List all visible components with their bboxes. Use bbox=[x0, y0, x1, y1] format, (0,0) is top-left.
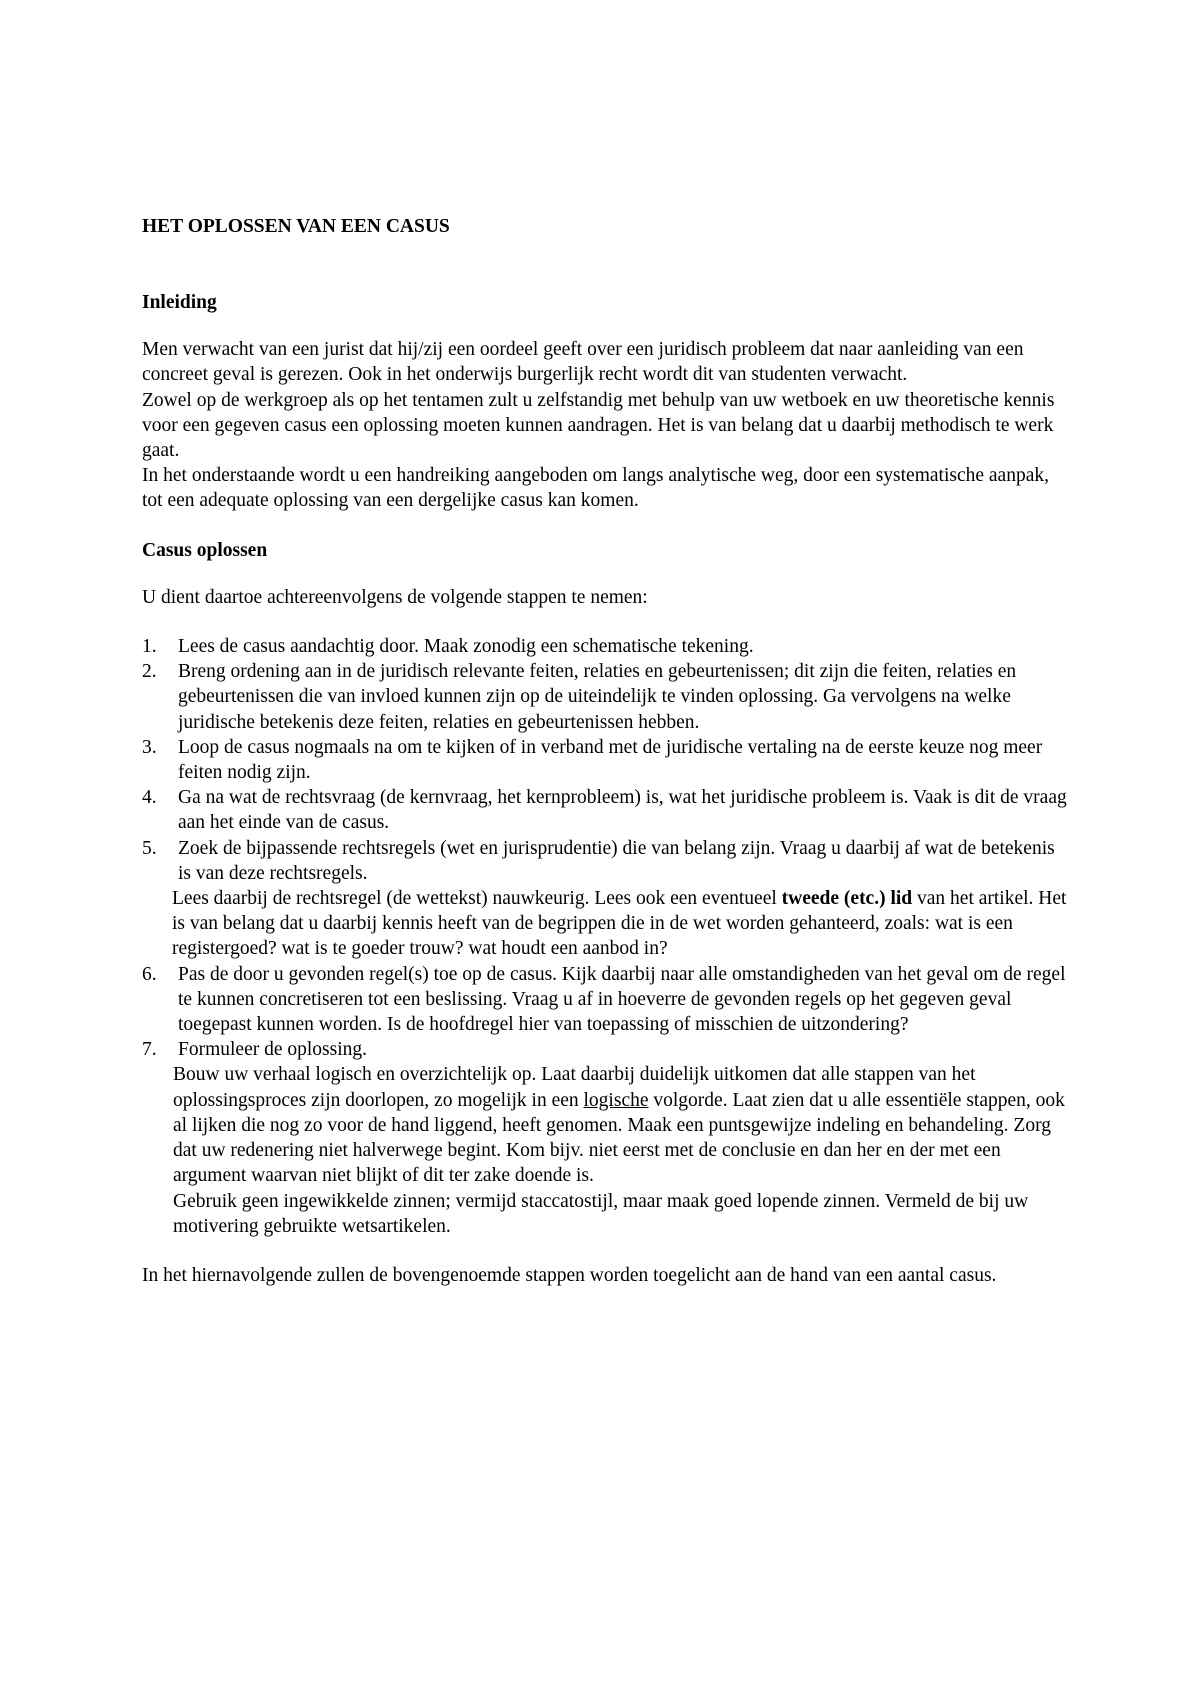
document-title: HET OPLOSSEN VAN EEN CASUS bbox=[142, 216, 450, 237]
step-text: Breng ordening aan in de juridisch relevante feiten, relaties en gebeurtenissen; dit zijn die feiten, relaties en gebeurtenissen die van invloed kunnen zijn op de uiteindelijk te vinden oplossing. Ga vervolgens na welke juridische betekenis deze feiten, relaties en gebeurtenissen hebben. bbox=[178, 661, 1017, 733]
step-text: Ga na wat de rechtsvraag (de kernvraag, het kernprobleem) is, wat het juridische probleem is. Vaak is dit de vraag aan het einde van de casus. bbox=[178, 787, 1067, 834]
step-text: Lees de casus aandachtig door. Maak zonodig een schematische tekening. bbox=[178, 636, 754, 658]
intro-paragraph-1: Men verwacht van een jurist dat hij/zij een oordeel geeft over een juridisch probleem dat naar aanleiding van een concreet geval is gerezen. Ook in het onderwijs burgerlijk recht wordt dit van studenten verwacht. bbox=[142, 339, 1024, 386]
step-7-detail-before: Bouw uw verhaal logisch en overzichtelijk op. Laat daarbij duidelijk uitkomen dat alle stappen van het oplossingsproces zijn doorlopen, zo mogelijk in een bbox=[173, 1064, 976, 1111]
step-5-detail-after: van het artikel. Het is van belang dat u daarbij kennis heeft van de begrippen die in de wet worden gehanteerd, zoals: wat is een registergoed? wat is te goeder trouw? wat houdt een aanbod in? bbox=[172, 888, 1067, 960]
step-5-detail bbox=[142, 886, 1072, 962]
step-5-detail-bold: tweede (etc.) lid bbox=[781, 888, 913, 910]
steps-list-continued bbox=[142, 962, 1072, 1063]
step-number: 1. bbox=[142, 636, 157, 658]
list-item bbox=[142, 836, 1072, 886]
list-item bbox=[142, 1037, 1072, 1062]
list-item bbox=[142, 962, 1072, 1038]
step-7-detail-underlined: logische bbox=[583, 1089, 649, 1111]
step-5-detail-before: Lees daarbij de rechtsregel (de wettekst) nauwkeurig. Lees ook een eventueel bbox=[172, 888, 782, 910]
list-item bbox=[142, 785, 1072, 835]
step-number: 3. bbox=[142, 736, 157, 758]
intro-heading: Inleiding bbox=[142, 292, 217, 313]
intro-paragraph-3: In het onderstaande wordt u een handreiking aangeboden om langs analytische weg, door een systematische aanpak, tot een adequate oplossing van een dergelijke casus kan komen. bbox=[142, 465, 1049, 512]
step-text: Pas de door u gevonden regel(s) toe op de casus. Kijk daarbij naar alle omstandigheden van het geval om de regel te kunnen concretiseren tot een beslissing. Vraag u af in hoeverre de gevonden regels op het gegeven geval toegepast kunnen worden. Is de hoofdregel hier van toepassing of misschien de uitzondering? bbox=[178, 963, 1066, 1036]
list-item bbox=[142, 634, 1072, 659]
step-text: Formuleer de oplossing. bbox=[178, 1039, 368, 1061]
intro-paragraph-2: Zowel op de werkgroep als op het tentamen zult u zelfstandig met behulp van uw wetboek en uw theoretische kennis voor een gegeven casus een oplossing moeten kunnen aandragen. Het is van belang dat u daarbij methodisch te werk gaat. bbox=[142, 389, 1055, 462]
step-number: 4. bbox=[142, 787, 157, 809]
list-item bbox=[142, 659, 1072, 735]
step-7-detail-second: Gebruik geen ingewikkelde zinnen; vermijd staccatostijl, maar maak goed lopende zinnen. Vermeld de bij uw motivering gebruikte wetsartikelen. bbox=[173, 1190, 1029, 1237]
steps-list bbox=[142, 634, 1072, 886]
closing-paragraph: In het hiernavolgende zullen de bovengenoemde stappen worden toegelicht aan de hand van een aantal casus. bbox=[142, 1264, 997, 1286]
casus-heading: Casus oplossen bbox=[142, 539, 268, 561]
step-number: 7. bbox=[142, 1039, 157, 1061]
step-number: 5. bbox=[142, 837, 157, 859]
step-number: 2. bbox=[142, 661, 157, 683]
step-text: Loop de casus nogmaals na om te kijken of in verband met de juridische vertaling na de eerste keuze nog meer feiten nodig zijn. bbox=[178, 736, 1043, 784]
step-text: Zoek de bijpassende rechtsregels (wet en jurisprudentie) die van belang zijn. Vraag u daarbij af wat de betekenis is van deze rechtsregels. bbox=[178, 837, 1055, 884]
casus-lead: U dient daartoe achtereenvolgens de volgende stappen te nemen: bbox=[142, 586, 648, 608]
step-number: 6. bbox=[142, 963, 157, 985]
step-7-detail-after: volgorde. Laat zien dat u alle essentiële stappen, ook al lijken die nog zo voor de hand liggend, heeft genomen. Maak een puntsgewijze indeling en behandeling. Zorg dat uw redenering niet halverwege begint. Kom bijv. niet eerst met de conclusie en dan her en der met een argument waarvan niet blijkt of dit ter zake doende is. bbox=[173, 1089, 1065, 1187]
step-7-detail bbox=[142, 1062, 1072, 1188]
list-item bbox=[142, 735, 1072, 785]
document-page bbox=[142, 214, 1072, 1288]
